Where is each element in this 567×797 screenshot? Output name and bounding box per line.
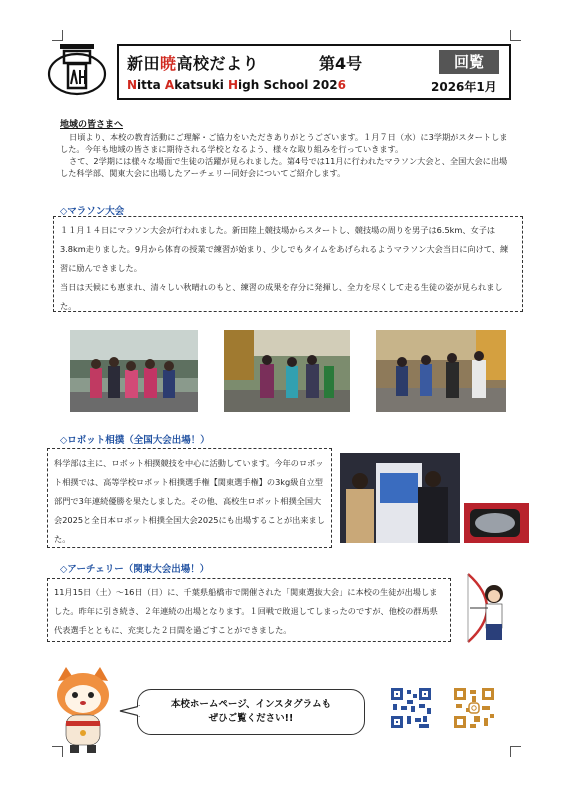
- robot-sumo-paragraph: 科学部は主に、ロボット相撲競技を中心に活動しています。今年のロボット相撲では、高等学校ロボット相撲選手権【関東選手権】の3kg級自立型部門で3年連続優勝を果たしました。その他、高校生ロボット相撲全国大会2025と全日本ロボット相撲全国大会2025にも出場することが出来ました。: [54, 458, 325, 544]
- footer-line-2: ぜひご覧ください!!: [208, 713, 294, 724]
- archer-icon: [460, 568, 522, 648]
- issue-number: 第4号: [319, 54, 363, 73]
- marathon-heading: ◇マラソン大会: [60, 206, 125, 217]
- robot-sumo-heading: ◇ロボット相撲（全国大会出場！）: [60, 435, 210, 446]
- robot-sumo-robot-photo: [464, 503, 529, 543]
- circulation-stamp: 回覧: [439, 50, 499, 74]
- newsletter-title: 新田暁高校だより: [127, 54, 260, 73]
- greeting-paragraph-2: さて、2学期には様々な場面で生徒の活躍が見られました。第4号では11月に行われたマラソン大会と、全国大会に出場した科学部、関東大会に出場したアーチェリー同好会についてご紹介します。: [60, 156, 508, 178]
- issue-date: 2026年1月: [431, 80, 497, 94]
- archery-heading: ◇アーチェリー（関東大会出場！）: [60, 564, 210, 575]
- robot-sumo-text-box: [47, 448, 332, 548]
- footer-line-1: 本校ホームページ、インスタグラムも: [170, 699, 332, 710]
- marathon-text-box: [53, 216, 523, 312]
- marathon-photo-2: [224, 330, 350, 412]
- robot-sumo-award-photo: [340, 453, 460, 543]
- archery-paragraph: 11月15日（土）～16日（日）に、千葉県船橋市で開催された「関東選抜大会」に本校の生徒が出場しました。昨年に引き続き、２年連続の出場となります。１回戦で敗退してしまったのですが、他校の群馬県代表選手とともに、充実した２日間を過ごすことができました。: [54, 587, 438, 635]
- qr-code-icon[interactable]: [389, 686, 433, 730]
- newsletter-header: [117, 44, 511, 100]
- footer-speech-bubble: [137, 689, 365, 735]
- crop-mark-bottom-right: [510, 746, 521, 757]
- school-emblem-icon: [46, 40, 108, 96]
- crop-mark-top-right: [510, 30, 521, 41]
- speech-bubble-tail: [118, 704, 140, 718]
- marathon-paragraph-1: １１月１４日にマラソン大会が行われました。新田陸上競技場からスタートし、競技場の周りを男子は6.5km、女子は3.8km走りました。9月から体育の授業で練習が始まり、少しでもタイムをあげられるようマラソン大会当日に向けて、練習に励んできました。: [60, 225, 509, 273]
- instagram-qr-code-icon[interactable]: [452, 686, 496, 730]
- greeting-body: [60, 131, 512, 179]
- mascot-icon: [52, 665, 114, 755]
- marathon-photo-1: [70, 330, 198, 412]
- marathon-paragraph-2: 当日は天候にも恵まれ、清々しい秋晴れのもと、練習の成果を存分に発揮し、全力を尽くして走る生徒の姿が見られました。: [60, 282, 503, 311]
- archery-text-box: [47, 578, 451, 642]
- greeting-paragraph-1: 日頃より、本校の教育活動にご理解・ご協力をいただきありがとうございます。１月７日（水）に3学期がスタートしました。今年も地域の皆さまに期待される学校となるよう、様々な取り組みを行っていきます。: [60, 132, 508, 154]
- school-name-english: Nitta Akatsuki High School 2026: [127, 78, 346, 92]
- marathon-photo-3: [376, 330, 506, 412]
- greeting-heading: 地域の皆さまへ: [60, 120, 124, 130]
